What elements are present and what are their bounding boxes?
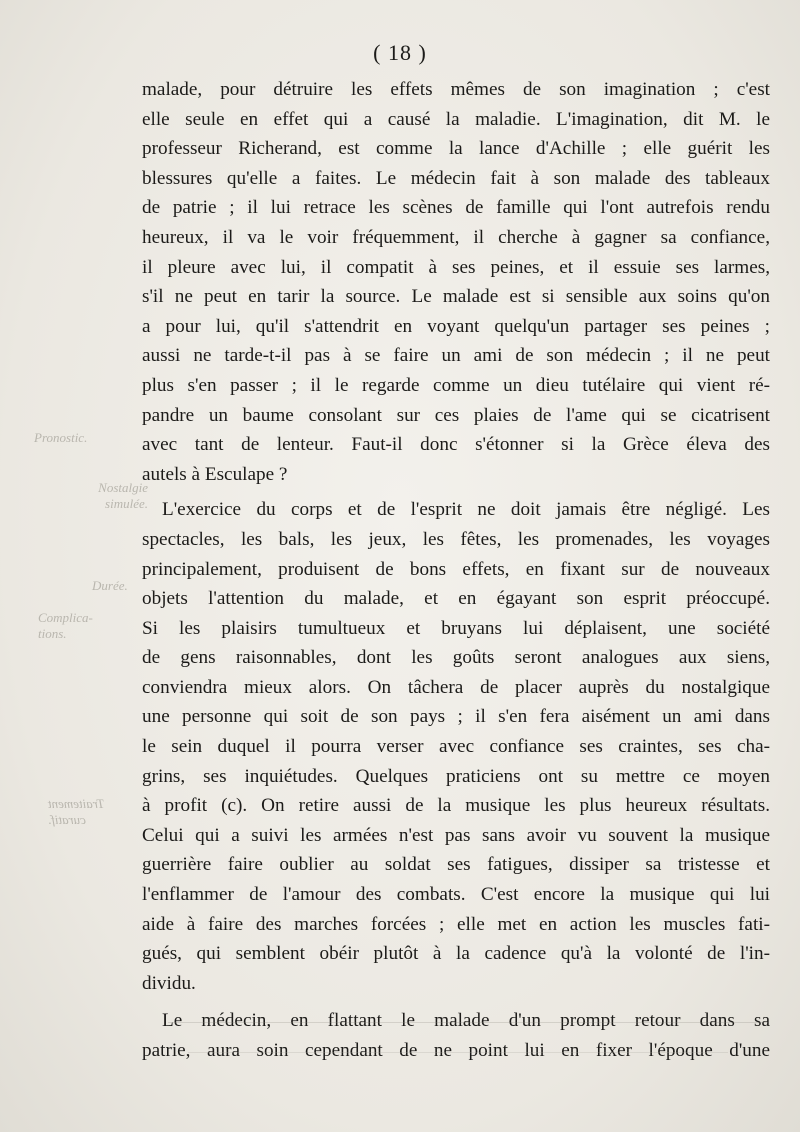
text-line: l'enflammer de l'amour des combats. C'est encore la musique qui lui [142,884,770,906]
text-line: pandre un baume consolant sur ces plaies de l'ame qui se cicatrisent [142,404,770,426]
text-line: à profit (c). On retire aussi de la musique les plus heureux résultats. [142,795,770,817]
text-line: professeur Richerand, est comme la lance d'Achille ; elle guérit les [142,138,770,160]
text-line: patrie, aura soin cependant de ne point lui en fixer l'époque d'une [142,1040,770,1061]
text-line: elle seule en effet qui a causé la maladie. L'imagination, dit M. le [142,108,770,130]
text-line: de gens raisonnables, dont les goûts seront analogues aux siens, [142,647,770,669]
text-line: malade, pour détruire les effets mêmes de son imagination ; c'est [142,79,770,100]
text-line: blessures qu'elle a faites. Le médecin fait à son malade des tableaux [142,167,770,189]
text-line: principalement, produisent de bons effets, en fixant sur de nouveaux [142,558,770,580]
text-line: de patrie ; il lui retrace les scènes de famille qui l'ont autrefois rendu [142,197,770,219]
text-line: le sein duquel il pourra verser avec confiance ses craintes, ses cha- [142,736,770,758]
text-line: s'il ne peut en tarir la source. Le malade est si sensible aux soins qu'on [142,286,770,308]
text-line: objets l'attention du malade, et en égayant son esprit préoccupé. [142,588,770,610]
text-line: avec tant de lenteur. Faut-il donc s'étonner si la Grèce éleva des [142,434,770,456]
text-line: une personne qui soit de son pays ; il s'en fera aisément un ami dans [142,706,770,728]
text-line: aide à faire des marches forcées ; elle met en action les muscles fati- [142,913,770,935]
body-text [142,75,770,1066]
text-line: a pour lui, qu'il s'attendrit en voyant quelqu'un partager ses peines ; [142,315,770,337]
margin-note-prognosis: Pronostic. [34,430,88,445]
text-line: plus s'en passer ; il le regarde comme un dieu tutélaire qui vient ré- [142,374,770,396]
text-line: Si les plaisirs tumultueux et bruyans lui déplaisent, une société [142,617,770,639]
margin-note-nostalgia: Nostalgie simulée. [98,480,148,511]
text-line: spectacles, les bals, les jeux, les fêtes, les promenades, les voyages [142,528,770,550]
text-line: Celui qui a suivi les armées n'est pas sans avoir vu souvent la musique [142,824,770,846]
text-line: L'exercice du corps et de l'esprit ne doit jamais être négligé. Les [162,499,770,521]
text-line: gués, qui semblent obéir plutôt à la cadence qu'à la volonté de l'in- [142,943,770,965]
text-line: il pleure avec lui, il compatit à ses peines, et il essuie ses larmes, [142,256,770,278]
text-line: guerrière faire oublier au soldat ses fatigues, dissiper sa tristesse et [142,854,770,876]
text-line: Le médecin, en flattant le malade d'un prompt retour dans sa [162,1010,770,1032]
margin-note-treatment: Traitement curatif. [48,796,105,827]
text-line: conviendra mieux alors. On tâchera de placer auprès du nostalgique [142,676,770,698]
margin-note-duration: Durée. [92,578,128,593]
bleed-through-stain [168,1012,768,1102]
text-line: grins, ses inquiétudes. Quelques praticiens ont su mettre ce moyen [142,765,770,787]
text-line: dividu. [142,972,196,994]
paragraph-1 [142,75,770,489]
margin-note-complications: Complica- tions. [38,610,93,641]
text-line: heureux, il va le voir fréquemment, il cherche à gagner sa confiance, [142,226,770,248]
text-line: aussi ne tarde-t-il pas à se faire un ami de son médecin ; il ne peut [142,345,770,367]
text-line: autels à Esculape ? [142,463,288,485]
page-number: ( 18 ) [373,40,427,65]
paragraph-2 [142,495,770,998]
